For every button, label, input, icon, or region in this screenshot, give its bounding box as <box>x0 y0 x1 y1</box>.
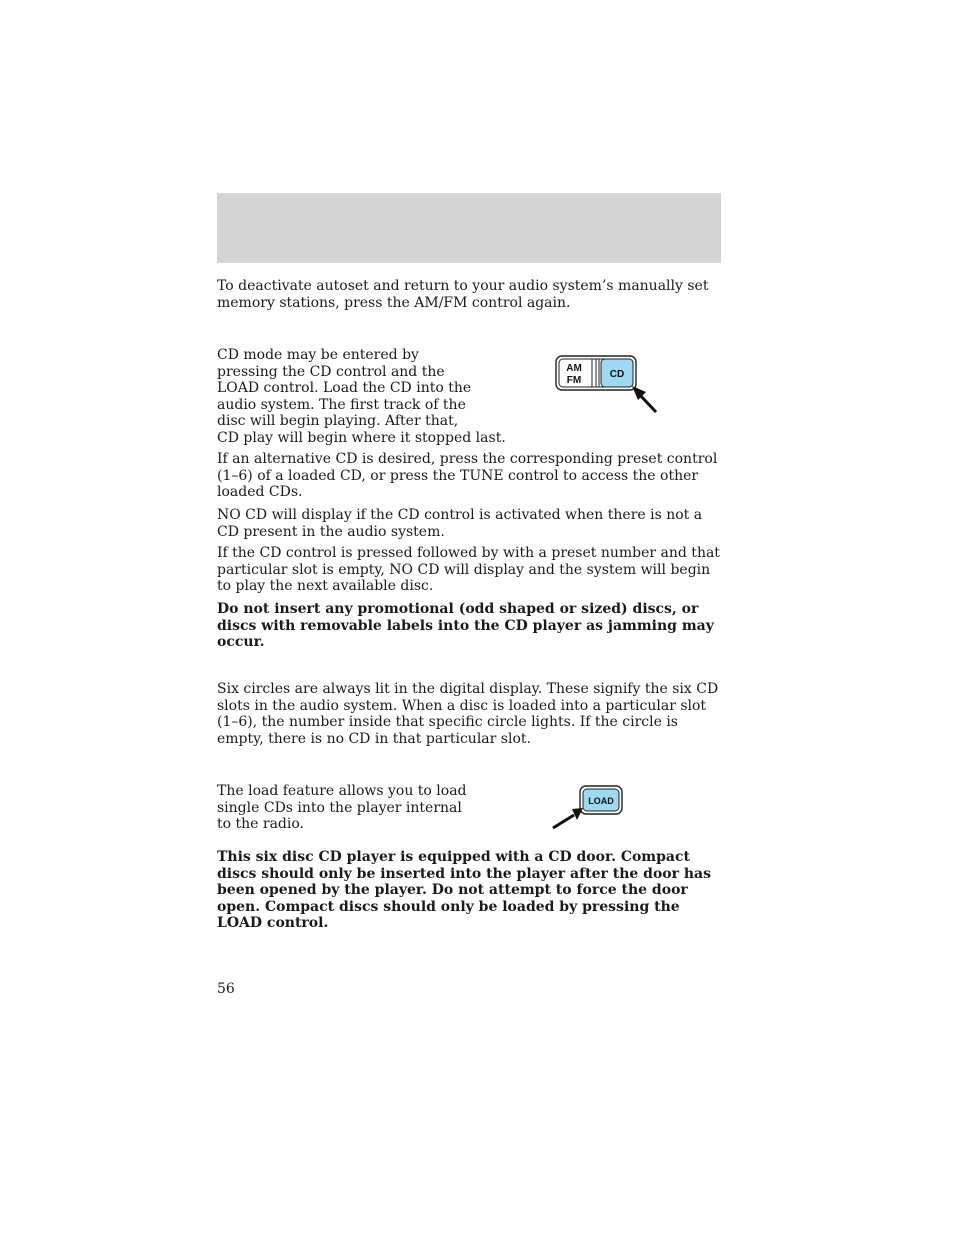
cd-mode-line: LOAD control. Load the CD into the <box>217 380 472 396</box>
cd-door-warning: This six disc CD player is equipped with a CD door. Compact discs should only be inserted into the player after the door has been opened by the player. Do not attempt to force the door open. Compact discs should only be loaded by pressing the LOAD control. <box>217 849 712 931</box>
cd-mode-line: CD mode may be entered by <box>217 347 419 363</box>
load-label: LOAD <box>588 796 614 806</box>
cd-mode-line: pressing the CD control and the <box>217 363 445 380</box>
page-number: 56 <box>217 981 235 997</box>
am-label: AM <box>566 363 582 374</box>
fm-label: FM <box>566 375 582 386</box>
load-control-figure <box>550 784 626 832</box>
cd-mode-line: CD play will begin where it stopped last. <box>217 429 506 446</box>
cd-mode-line: disc will begin playing. After that, <box>217 413 459 429</box>
alternative-cd-paragraph: If an alternative CD is desired, press the corresponding preset control (1–6) of a loaded CD, or press the TUNE control to access the other loaded CDs. <box>217 451 718 500</box>
load-line: single CDs into the player internal <box>217 799 462 816</box>
empty-slot-paragraph: If the CD control is pressed followed by with a preset number and that particular slot is empty, NO CD will display and the system will begin to play the next available disc. <box>217 545 720 594</box>
cd-mode-line: audio system. The first track of the <box>217 396 466 413</box>
load-line: to the radio. <box>217 816 304 832</box>
no-cd-paragraph: NO CD will display if the CD control is activated when there is not a CD present in the audio system. <box>217 507 703 540</box>
promotional-disc-warning: Do not insert any promotional (odd shaped or sized) discs, or discs with removable labels into the CD player as jamming may occur. <box>217 601 714 650</box>
load-line: The load feature allows you to load <box>217 783 467 799</box>
autoset-paragraph: To deactivate autoset and return to your audio system’s manually set memory stations, press the AM/FM control again. <box>217 278 709 311</box>
arrow-icon <box>553 808 583 828</box>
cd-label: CD <box>609 369 625 380</box>
six-circles-paragraph: Six circles are always lit in the digital display. These signify the six CD slots in the audio system. When a disc is loaded into a particular slot (1–6), the number inside that specific circle lights. If the circle is empty, there is no CD in that particular slot. <box>217 681 719 747</box>
section-header-band <box>217 193 721 263</box>
arrow-icon <box>632 386 656 412</box>
cd-control-figure <box>554 354 664 416</box>
